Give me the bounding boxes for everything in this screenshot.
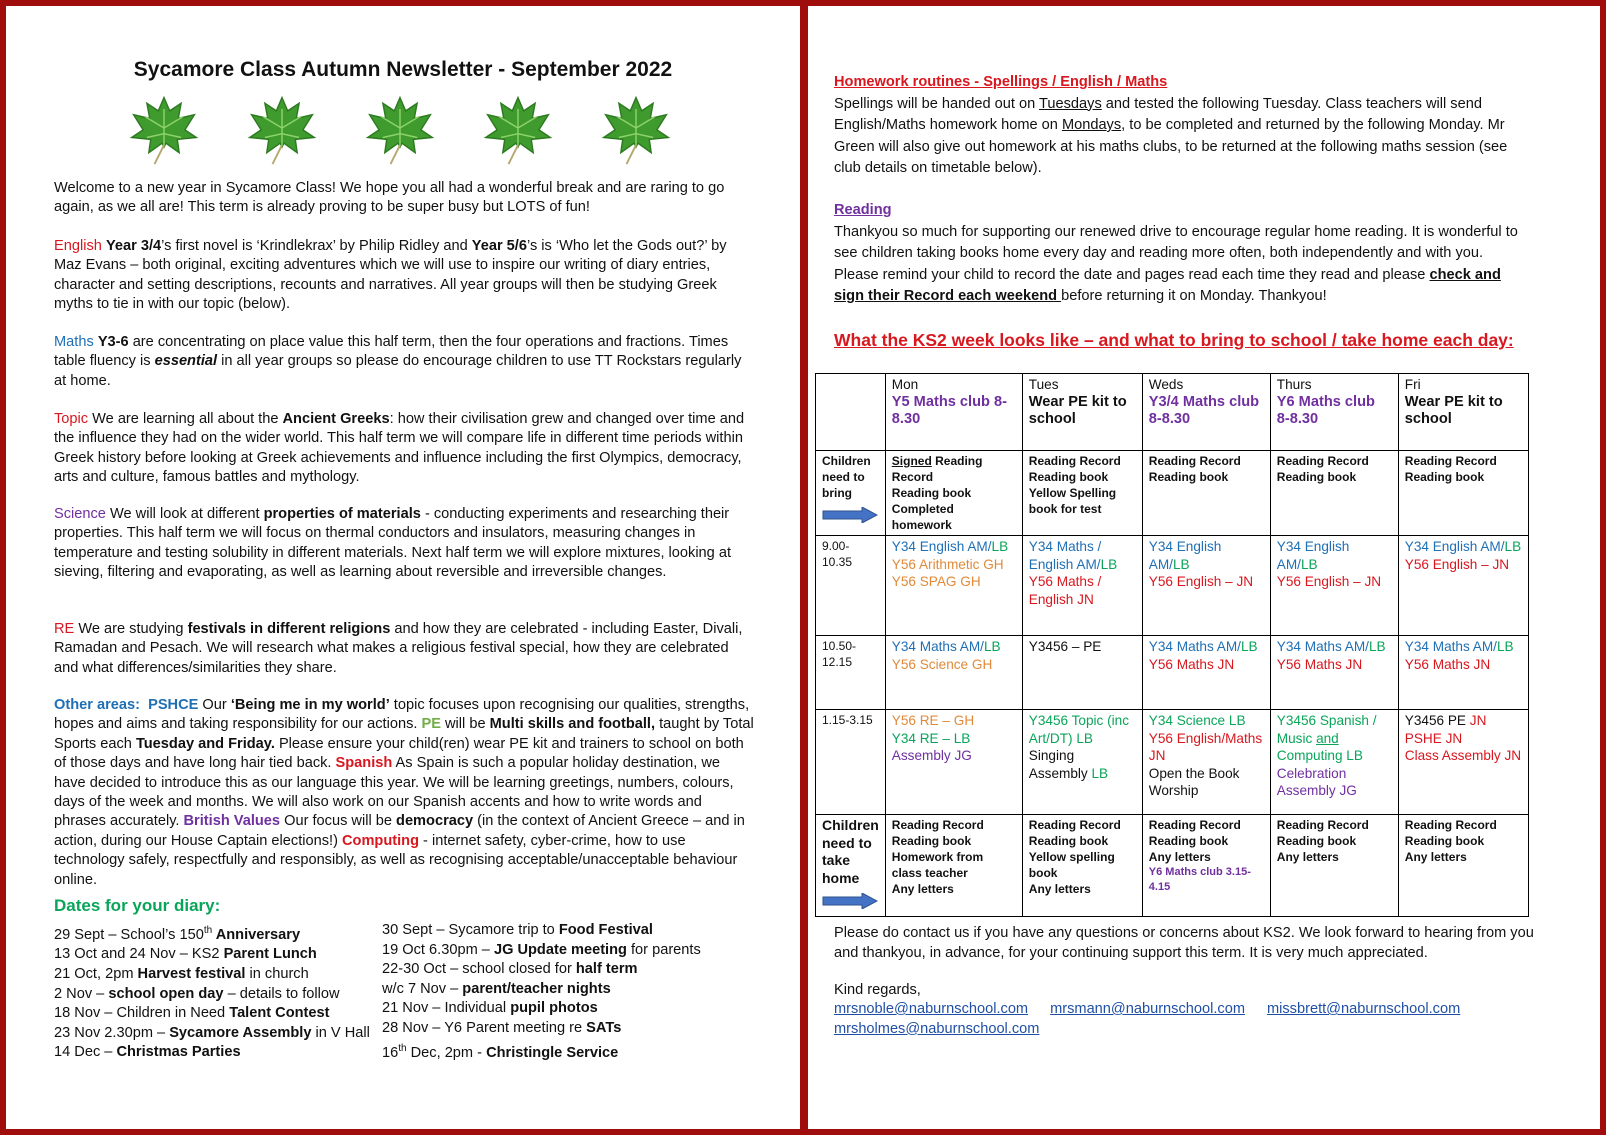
home-label: Children need to take home (822, 817, 879, 886)
right-arrow-icon (822, 893, 878, 909)
lesson-cell (1398, 536, 1528, 636)
re-paragraph (54, 620, 754, 678)
diary-entry (54, 1004, 384, 1024)
diary-entry-bold: SATs (586, 1019, 622, 1036)
year56-text: Year 5/6 (471, 238, 527, 254)
day-name: Mon (891, 377, 919, 392)
other-bold-4: democracy (396, 813, 474, 830)
home-cell (1022, 815, 1142, 917)
home-item: Any letters (1028, 882, 1091, 896)
lesson-text: Y56 Maths JN (1404, 656, 1491, 672)
computing-label: Computing (341, 832, 419, 849)
lesson-text: Y56 SPAG GH (891, 574, 981, 590)
diary-right-column (382, 921, 752, 1063)
maple-leaf-icon (598, 90, 674, 166)
email-link[interactable]: mrsnoble@naburnschool.com (834, 1001, 1029, 1017)
lesson-time-cell: 1.15-3.15 (816, 710, 886, 815)
other-text-2: topic focuses upon recognising our qualities, strengths, hopes and aims and taking responsibility for our actions. (54, 697, 750, 733)
lesson-text: Y34 Maths AM/ (891, 639, 984, 654)
diary-entry-text: – details to follow (223, 985, 340, 1002)
diary-entry-bold: Christingle Service (486, 1044, 619, 1061)
diary-entry-bold: school open day (108, 985, 224, 1002)
maths-label: Maths (54, 334, 94, 350)
bring-item: Reading Record (891, 454, 983, 484)
other-text-9: - internet safety, cyber-crime, how to use technology safely, respectfully and responsibly, as well as recognising acceptable/unacceptable behaviour online. (54, 832, 738, 888)
welcome-paragraph (54, 179, 754, 218)
timetable (815, 373, 1529, 917)
lesson-cell (885, 636, 1022, 710)
english-label: English (54, 238, 102, 254)
home-item: Yellow spelling book (1028, 850, 1115, 880)
diary-entry-text: 13 Oct and 24 Nov – KS2 (54, 946, 224, 963)
diary-entry-text: in church (245, 966, 309, 983)
email-link[interactable]: mrsholmes@naburnschool.com (834, 1020, 1040, 1037)
lesson-text: Y34 English AM/ (891, 539, 992, 554)
home-item: Any letters (1148, 850, 1211, 864)
bring-item: Reading Record (1276, 454, 1369, 468)
timetable-corner-cell (816, 374, 886, 451)
email-list (834, 1000, 1534, 1039)
diary-entry (382, 921, 752, 941)
home-cell (1398, 815, 1528, 917)
lesson-cell (1270, 536, 1398, 636)
reading-heading: Reading (834, 202, 892, 218)
lesson-text: LB (1240, 639, 1258, 654)
other-text-3: will be (440, 716, 490, 733)
home-item: Reading Record (891, 818, 984, 832)
lesson-text: Y34 English AM/ (1404, 539, 1505, 554)
diary-entry-text: 14 Dec – (54, 1044, 117, 1061)
home-item: Reading book (891, 834, 972, 848)
diary-entry-text: 21 Oct, 2pm (54, 966, 138, 983)
lesson-text: LB (1300, 556, 1318, 572)
homework-tuesdays: Tuesdays (1039, 95, 1102, 112)
welcome-text: Welcome to a new year in Sycamore Class! We hope you all had a wonderful break and are raring to go again, as we all are! This term is already proving to be super busy but LOTS of fun! (54, 180, 725, 216)
lesson-text: Y3456 Topic (inc Art/DT) LB (1028, 713, 1130, 746)
lesson-text: LB (991, 539, 1009, 554)
maple-leaf-icon (362, 90, 438, 166)
lesson-text: Y34 Maths AM/ (1148, 639, 1241, 654)
bring-item: Reading book (1148, 470, 1229, 484)
diary-heading: Dates for your diary: (54, 896, 221, 915)
lesson-text: Y56 English – JN (1404, 556, 1510, 572)
diary-entry (54, 945, 384, 965)
diary-entry-text: 18 Nov – Children in Need (54, 1005, 230, 1022)
lesson-text: Computing LB (1276, 748, 1363, 764)
lesson-row (816, 710, 1529, 815)
maths-text-2: in all year groups so please do encourage children to use TT Rockstars regularly at home. (54, 353, 742, 389)
other-areas-paragraph (54, 696, 754, 890)
re-bold: festivals in different religions (187, 621, 391, 637)
leaf-row (126, 90, 686, 170)
science-bold: properties of materials (263, 506, 421, 522)
home-item: Reading Record (1028, 818, 1121, 832)
lesson-text: Y56 Maths JN (1148, 656, 1235, 672)
lesson-text: Y34 RE – LB (891, 730, 971, 746)
homework-heading: Homework routines - Spellings / English / Maths (834, 74, 1168, 90)
science-label: Science (54, 506, 106, 522)
home-cell (1142, 815, 1270, 917)
home-item: Reading Record (1148, 818, 1241, 832)
bring-item: Reading Record (1148, 454, 1241, 468)
lesson-text: LB (1496, 639, 1514, 654)
home-item: Reading Record (1404, 818, 1497, 832)
diary-entry-text: 23 Nov 2.30pm – (54, 1024, 170, 1041)
lesson-text: Class Assembly JN (1404, 748, 1522, 764)
bring-item: Yellow Spelling book for test (1028, 486, 1117, 516)
lesson-text: Y34 Maths / English AM/ (1028, 539, 1102, 572)
re-text-1: We are studying (74, 621, 188, 637)
lesson-text: Y56 RE – GH (891, 713, 975, 728)
year34-text: Year 3/4 (105, 238, 162, 254)
kind-regards: Kind regards, (834, 982, 921, 998)
lesson-cell (1022, 636, 1142, 710)
science-text-2: - conducting experiments and researching their properties. This half term we will focus on thermal conductors and insulators, measuring changes in temperature and testing solubility in different materials. Next half term we will explore mixtures, looking at sieving, filtering and evaporating, as well as learning about reversible and irreversible changes. (54, 506, 732, 581)
home-item: Reading book (1404, 834, 1485, 848)
newsletter-title: Sycamore Class Autumn Newsletter - September 2022 (133, 58, 673, 81)
diary-entry (54, 965, 384, 985)
lesson-text: Assembly JG (891, 748, 972, 764)
diary-entry (382, 960, 752, 980)
diary-entry-text: w/c 7 Nov – (382, 980, 463, 997)
lesson-text: LB (1091, 765, 1109, 781)
homework-text (834, 94, 1524, 180)
lesson-cell (1398, 636, 1528, 710)
lesson-text: Y56 Maths JN (1276, 656, 1363, 672)
english-text-2: ’s is ‘Who let the Gods out?’ by Maz Evans – both original, exciting adventures which we will use to inspire our writing of diary entries, character and setting descriptions, recounts and narratives. All year groups will then be studying Greek myths to tie in with our topic (below). (54, 238, 727, 313)
day-header-cell (1270, 374, 1398, 451)
diary-entry-text: 29 Sept – School’s 150 (54, 926, 204, 943)
email-link[interactable]: mrsmann@naburnschool.com (1050, 1001, 1245, 1017)
diary-left-column (54, 921, 384, 1063)
lesson-text: LB (1172, 556, 1190, 572)
bring-item: Reading Record (1028, 454, 1121, 468)
lesson-text: Y56 English – JN (1148, 574, 1254, 590)
other-bold-2: Multi skills and football, (489, 716, 656, 733)
other-text-8: (in the context of Ancient Greece – and in action, during our House Captain elections!) (54, 813, 745, 849)
timetable-header-row (816, 374, 1529, 451)
left-page (6, 6, 800, 1129)
other-text-4: taught by Total Sports each (54, 716, 754, 752)
bring-cell (885, 451, 1022, 536)
day-note: Y5 Maths club 8-8.30 (891, 393, 1007, 428)
lesson-text: Y56 Science GH (891, 656, 993, 672)
maple-leaf-icon (480, 90, 556, 166)
diary-entry-sup: th (203, 925, 213, 936)
home-item: Reading book (1148, 834, 1229, 848)
english-paragraph (54, 237, 754, 315)
diary-entry-text: 19 Oct 6.30pm – (382, 941, 494, 958)
day-note: Wear PE kit to school (1404, 393, 1503, 428)
day-header-cell (1022, 374, 1142, 451)
topic-paragraph (54, 410, 754, 488)
diary-entry-text: in V Hall (311, 1024, 370, 1041)
bring-item: Reading book (1404, 470, 1485, 484)
diary-entry-sup: th (398, 1042, 407, 1054)
home-cell (885, 815, 1022, 917)
homework-text-2: and tested the following Tuesday. Class teachers will send English/Maths homework home on (834, 95, 1482, 133)
maths-essential: essential (154, 353, 218, 370)
lesson-text: Y34 Maths AM/ (1404, 639, 1497, 654)
diary-entry-text: Dec, 2pm - (406, 1044, 487, 1061)
bring-cell (1022, 451, 1142, 536)
reading-underlined: check and sign their Record each weekend (834, 266, 1501, 304)
diary-entry-bold: Anniversary (212, 926, 301, 943)
home-item: Any letters (891, 882, 954, 896)
diary-entry-text: 22-30 Oct – school closed for (382, 961, 576, 978)
lesson-text: Y56 Arithmetic GH (891, 556, 1004, 572)
diary-entry-text: for parents (626, 941, 701, 958)
lesson-text: LB (983, 639, 1001, 654)
diary-entry-text: 2 Nov – (54, 985, 109, 1002)
pe-label: PE (421, 716, 441, 733)
home-item: Any letters (1404, 850, 1467, 864)
day-note: Wear PE kit to school (1028, 393, 1127, 428)
week-heading: What the KS2 week looks like – and what to bring to school / take home each day: (834, 330, 1514, 350)
home-item: Homework from class teacher (891, 850, 984, 880)
diary-entry-bold: Harvest festival (137, 966, 246, 983)
lesson-text: Y56 Maths / English JN (1028, 574, 1102, 607)
diary-entry-bold: Sycamore Assembly (169, 1024, 312, 1041)
day-note: Y6 Maths club 8-8.30 (1276, 393, 1375, 428)
lesson-cell (885, 710, 1022, 815)
lesson-text: Celebration Assembly JG (1276, 765, 1357, 799)
lesson-text: Y34 English AM/ (1276, 539, 1350, 572)
email-link[interactable]: missbrett@naburnschool.com (1266, 1001, 1461, 1017)
bring-cell (1270, 451, 1398, 536)
bring-cell (1398, 451, 1528, 536)
diary-entry-bold: Talent Contest (229, 1005, 330, 1022)
homework-section (834, 72, 1524, 180)
lesson-time-cell: 9.00-10.35 (816, 536, 886, 636)
re-label: RE (54, 621, 75, 637)
diary-entry (54, 985, 384, 1005)
other-bold-1: ‘Being me in my world’ (230, 697, 390, 713)
lesson-text: Singing Assembly (1028, 748, 1092, 781)
day-name: Thurs (1276, 377, 1312, 392)
day-header-cell (885, 374, 1022, 451)
lesson-cell (885, 536, 1022, 636)
other-text-1: Our (198, 697, 231, 713)
reading-text-1: Thankyou so much for supporting our renewed drive to encourage regular home reading. It is wonderful to see children taking books home every day and reading more often, both independently and with you. Please remind your child to record the date and pages read each time they read and please (834, 223, 1518, 283)
lesson-time-cell: 10.50-12.15 (816, 636, 886, 710)
lesson-text: JN (1469, 713, 1487, 728)
bring-row (816, 451, 1529, 536)
topic-label: Topic (54, 411, 89, 427)
english-text-1: ’s first novel is ‘Krindlekrax’ by Philip Ridley and (161, 238, 472, 254)
reading-section (834, 200, 1524, 308)
diary-entry-text: 30 Sept – Sycamore trip to (382, 922, 559, 938)
maths-text-1: are concentrating on place value this half term, then the four operations and fractions. Times table fluency is (54, 334, 729, 370)
lesson-text: Y3456 – PE (1028, 639, 1102, 654)
lesson-text: Open the Book Worship (1148, 765, 1240, 799)
lesson-cell (1142, 636, 1270, 710)
british-values-label: British Values (183, 813, 281, 830)
lesson-text: Y34 English AM/ (1148, 539, 1222, 572)
lesson-cell (1398, 710, 1528, 815)
closing-paragraph: Please do contact us if you have any questions or concerns about KS2. We look forward to hearing from you and thankyou, in advance, for your continuing support this term. It is very much appreciated. (834, 925, 1534, 961)
diary-entry-text: 28 Nov – Y6 Parent meeting re (382, 1019, 587, 1036)
diary-entry-bold: JG Update meeting (493, 941, 627, 958)
home-item: Any letters (1276, 850, 1339, 864)
maths-paragraph (54, 333, 754, 391)
diary-entry (382, 980, 752, 1000)
diary-entry-text: 16 (382, 1044, 399, 1061)
spanish-label: Spanish (335, 755, 393, 772)
other-text-5: Please ensure your child(ren) wear PE kit and trainers to school on both of those days and have long hair tied back. (54, 735, 744, 772)
maths-years: Y3-6 (97, 334, 129, 350)
diary-entry-bold: Christmas Parties (116, 1044, 241, 1061)
lesson-text: LB (1100, 556, 1118, 572)
pshce-label: PSHCE (148, 697, 199, 713)
re-text-2: and how they are celebrated - including Easter, Divali, Ramadan and Pesach. We will research what makes a religious festival special, how they are celebrated and what differences/similarities they share. (54, 621, 743, 676)
diary-entry-bold: Food Festival (558, 922, 653, 938)
day-header-cell (1142, 374, 1270, 451)
diary-entry (54, 1024, 384, 1044)
science-paragraph (54, 505, 754, 583)
lesson-cell (1022, 536, 1142, 636)
day-name: Fri (1404, 377, 1421, 392)
home-item: Reading Record (1276, 818, 1369, 832)
diary-entry (54, 1043, 384, 1063)
diary-entry (382, 1039, 752, 1063)
right-arrow-icon (822, 507, 878, 523)
bring-item: Completed homework (891, 502, 954, 532)
lesson-text: Y3456 PE (1404, 713, 1470, 728)
diary-entry-bold: parent/teacher nights (462, 980, 611, 997)
lesson-cell (1142, 710, 1270, 815)
diary-entry (54, 921, 384, 945)
lesson-cell (1142, 536, 1270, 636)
lesson-cell (1022, 710, 1142, 815)
right-page (808, 6, 1600, 1129)
diary-entry (382, 941, 752, 961)
lesson-text: LB (1368, 639, 1386, 654)
homework-text-1: Spellings will be handed out on (834, 95, 1040, 112)
maple-leaf-icon (244, 90, 320, 166)
lesson-text: and (1316, 730, 1339, 746)
lesson-text: LB (1504, 539, 1522, 554)
bring-item: Signed (891, 454, 932, 468)
home-item: Reading book (1276, 834, 1357, 848)
lesson-text: Y34 Maths AM/ (1276, 639, 1369, 654)
bring-item: Reading book (891, 486, 972, 500)
home-item: Y6 Maths club 3.15-4.15 (1148, 866, 1251, 893)
day-name: Weds (1148, 377, 1184, 392)
bring-item: Reading book (1028, 470, 1109, 484)
bring-item: Reading book (1276, 470, 1357, 484)
diary-entry-text: 21 Nov – Individual (382, 1000, 511, 1017)
diary-entry-bold: pupil photos (510, 1000, 598, 1017)
lesson-text: Y34 Science LB (1148, 713, 1246, 728)
home-label-cell (816, 815, 886, 917)
other-areas-label: Other areas: (54, 697, 140, 713)
lesson-text: Y3456 Spanish / Music (1276, 713, 1377, 746)
day-name: Tues (1028, 377, 1059, 392)
lesson-text: Y56 English – JN (1276, 574, 1382, 590)
lesson-cell (1270, 636, 1398, 710)
diary-entry-bold: half term (575, 961, 638, 978)
reading-text-2: before returning it on Monday. Thankyou! (1061, 288, 1327, 304)
home-item: Reading book (1028, 834, 1109, 848)
lesson-text: Y56 English/Maths JN (1148, 730, 1263, 764)
bring-label-cell (816, 451, 886, 536)
lesson-cell (1270, 710, 1398, 815)
day-note: Y3/4 Maths club 8-8.30 (1148, 393, 1260, 428)
diary-entry (382, 999, 752, 1019)
lesson-row (816, 536, 1529, 636)
take-home-row (816, 815, 1529, 917)
bring-label: Children need to bring (822, 454, 871, 500)
other-text-7: Our focus will be (280, 813, 397, 830)
science-text-1: We will look at different (105, 506, 264, 522)
lesson-row (816, 636, 1529, 710)
diary-entry (382, 1019, 752, 1039)
homework-text-3: , to be completed and returned by the following Monday. Mr Green will also give out homework at his maths clubs, to be returned at the following maths session (see club details on timetable below). (834, 117, 1508, 176)
day-header-cell (1398, 374, 1528, 451)
lesson-text: PSHE JN (1404, 730, 1463, 746)
diary-entry-bold: Parent Lunch (223, 946, 317, 963)
other-text-6: As Spain is such a popular holiday destination, we have decided to introduce this as our language this year. We will be learning greetings, numbers, colours, days of the week and months. We will also work on our Spanish accents and how to write words and phrases accurately. (54, 755, 734, 830)
bring-item: Reading Record (1404, 454, 1497, 468)
homework-mondays: Mondays (1061, 117, 1122, 133)
maple-leaf-icon (126, 90, 202, 166)
bring-cell (1142, 451, 1270, 536)
topic-bold: Ancient Greeks (282, 411, 390, 427)
topic-text-2: : how their civilisation grew and changed over time and the influence they had on the wider world. This half term we will compare life in different time periods within Greek history before looking at Greek achievements and influence including the first Olympics, democracy, arts and culture, famous battles and mythology. (54, 411, 745, 486)
reading-text (834, 222, 1524, 308)
home-cell (1270, 815, 1398, 917)
other-bold-3: Tuesday and Friday. (135, 735, 275, 752)
topic-text-1: We are learning all about the (88, 411, 283, 427)
